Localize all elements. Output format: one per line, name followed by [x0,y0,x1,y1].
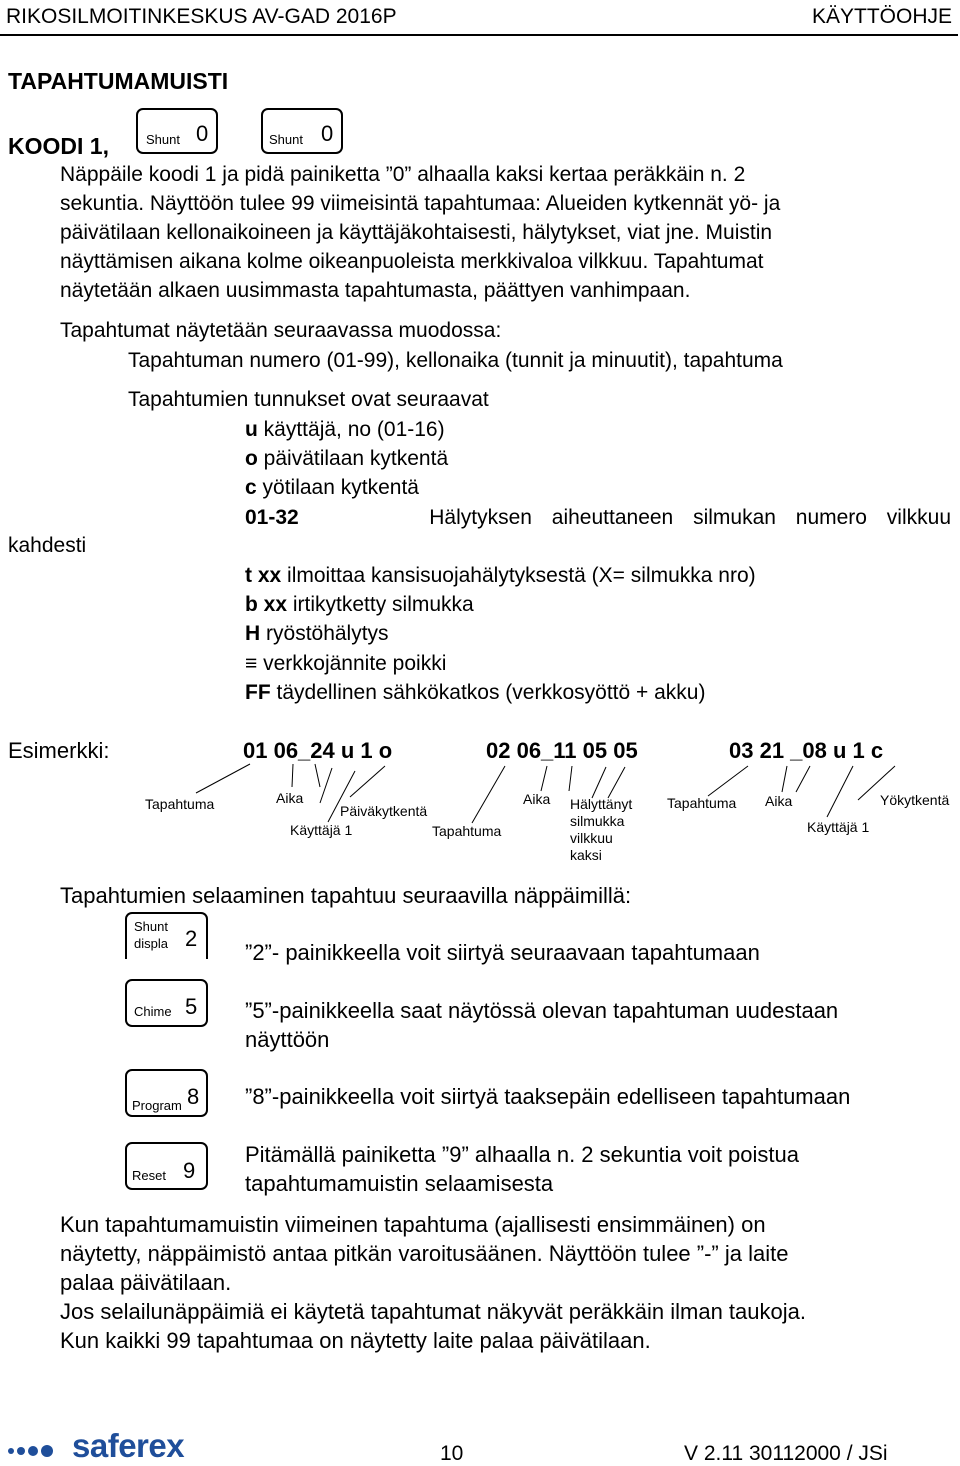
browse-text-9-line-1: Pitämällä painiketta ”9” alhaalla n. 2 sekuntia voit poistua [245,1142,799,1167]
outro-line-5: Kun kaikki 99 tapahtumaa on näytetty laite palaa päivätilaan. [60,1328,651,1353]
annotation-event-2: Tapahtuma [432,823,502,839]
header-title: RIKOSILMOITINKESKUS AV-GAD 2016P [6,5,397,28]
key-2-display: Shunt displa 2 [125,912,208,959]
annotation-event-1: Tapahtuma [145,796,215,812]
intro-line-2: sekuntia. Näyttöön tulee 99 viimeisintä tapahtumaa: Alueiden kytkennät yö- ja [60,192,781,215]
browse-text-8: ”8”-painikkeella voit siirtyä taaksepäin edelliseen tapahtumaan [245,1084,851,1109]
intro-line-5: näytetään alkaen uusimmasta tapahtumasta, päättyen vanhimpaan. [60,279,691,302]
annotation-night-arm: Yökytkentä [880,792,950,808]
example-item-1: 01 06_24 u 1 o [243,738,393,763]
code-item-c: c yötilaan kytkentä [245,476,419,499]
codes-intro: Tapahtumien tunnukset ovat seuraavat [128,388,489,411]
shunt-0-key-1: Shunt 0 [136,108,218,154]
browse-text-5-line-2: näyttöön [245,1027,330,1052]
intro-line-1: Näppäile koodi 1 ja pidä painiketta ”0” alhaalla kaksi kertaa peräkkäin n. 2 [60,163,746,186]
code-item-u: u käyttäjä, no (01-16) [245,418,445,441]
annotation-day-arm: Päiväkytkentä [340,803,428,819]
example-label: Esimerkki: [8,738,110,763]
outro-line-3: palaa päivätilaan. [60,1270,232,1295]
header-doc-type: KÄYTTÖOHJE [811,5,952,28]
browse-text-9-line-2: tapahtumamuistin selaamisesta [245,1171,554,1196]
code-item-h: H ryöstöhälytys [245,622,389,645]
saferex-logo: saferex [72,1427,185,1464]
annotation-time-3: Aika [765,793,793,809]
browse-intro: Tapahtumien selaaminen tapahtuu seuraavilla näppäimillä: [60,883,632,908]
format-intro: Tapahtumat näytetään seuraavassa muodossa: [60,319,502,342]
annotation-user-3: Käyttäjä 1 [807,819,870,835]
annotation-alarm-loop: Hälyttänyt silmukka vilkkuu kaksi [570,796,633,863]
side-label-kahdesti: kahdesti [8,534,87,557]
code-label: KOODI 1, [8,133,109,159]
code-item-b: b xx irtikytketty silmukka [245,593,474,616]
code-item-mains: ≡ verkkojännite poikki [245,652,447,675]
key-8-program: Program 8 [125,1069,208,1117]
browse-text-2: ”2”- painikkeella voit siirtyä seuraavaan tapahtumaan [245,940,760,965]
example-item-3: 03 21 _08 u 1 c [729,738,884,763]
key-9-reset: Reset 9 [125,1142,208,1190]
code-item-o: o päivätilaan kytkentä [245,447,449,470]
annotation-user-1: Käyttäjä 1 [290,822,353,838]
section-title: TAPAHTUMAMUISTI [8,68,229,94]
annotation-time-2: Aika [523,791,551,807]
version-info: V 2.11 30112000 / JSi [684,1442,888,1465]
code-item-loop: 01-32 Hälytyksen aiheuttaneen silmukan numero vilkkuu [245,506,951,529]
logo-dots-icon [8,1442,56,1460]
code-item-ff: FF täydellinen sähkökatkos (verkkosyöttö + akku) [245,681,706,704]
outro-line-2: näytetty, näppäimistö antaa pitkän varoitusäänen. Näyttöön tulee ”-” ja laite [60,1241,789,1266]
intro-line-3: päivätilaan kellonaikoineen ja käyttäjäkohtaisesti, hälytykset, viat jne. Muistin [60,221,773,244]
outro-line-4: Jos selailunäppäimiä ei käytetä tapahtumat näkyvät peräkkäin ilman taukoja. [60,1299,806,1324]
annotation-event-3: Tapahtuma [667,795,737,811]
shunt-0-key-2: Shunt 0 [261,108,343,154]
triple-bar-icon: ≡ [245,652,258,675]
page-number: 10 [440,1442,464,1465]
annotation-time-1: Aika [276,790,304,806]
outro-line-1: Kun tapahtumamuistin viimeinen tapahtuma (ajallisesti ensimmäinen) on [60,1212,766,1237]
key-5-chime: Chime 5 [125,979,208,1027]
code-item-t: t xx ilmoittaa kansisuojahälytyksestä (X= silmukka nro) [245,564,756,587]
example-item-2: 02 06_11 05 05 [486,738,638,763]
browse-text-5-line-1: ”5”-painikkeella saat näytössä olevan tapahtuman uudestaan [245,998,839,1023]
format-line: Tapahtuman numero (01-99), kellonaika (tunnit ja minuutit), tapahtuma [128,349,783,372]
intro-line-4: näyttämisen aikana kolme oikeanpuoleista merkkivaloa vilkkuu. Tapahtumat [60,250,764,273]
